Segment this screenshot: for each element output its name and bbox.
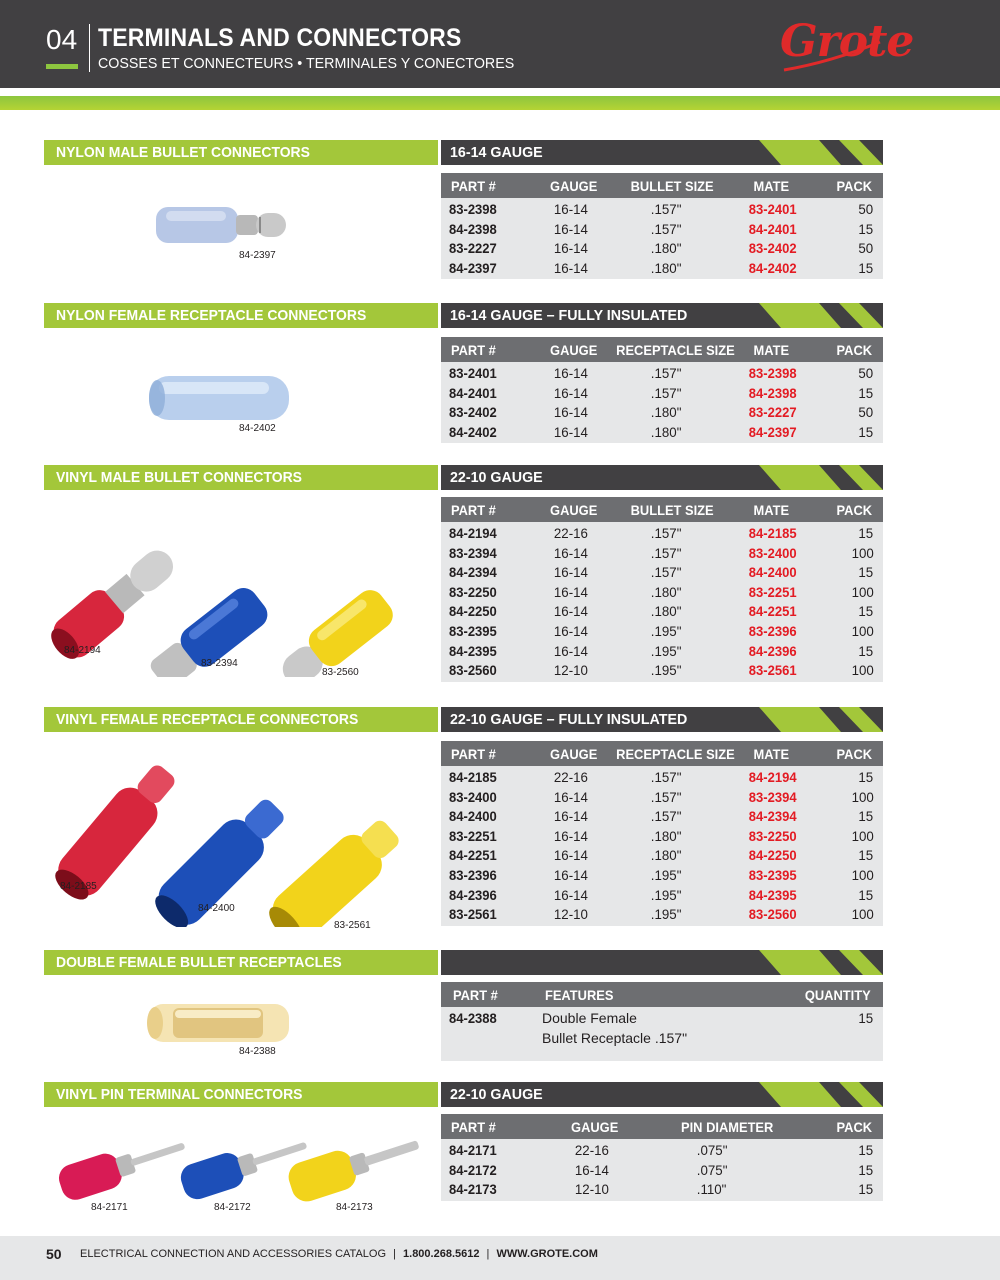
- grote-logo: Grote: [780, 16, 914, 67]
- feature-line-2: Bullet Receptacle .157": [542, 1029, 688, 1046]
- table-header: [441, 497, 883, 522]
- table-nylon-female: [441, 337, 883, 443]
- col-header-pack: PACK: [836, 746, 873, 762]
- image-caption: 84-2397: [239, 250, 276, 261]
- col-header-pack: PACK: [836, 342, 873, 358]
- col-header-part: PART #: [450, 342, 496, 358]
- page-subtitle: COSSES ET CONNECTEURS • TERMINALES Y CONECTORES: [98, 55, 515, 72]
- gauge-label: 22-10 GAUGE: [450, 1086, 543, 1103]
- table-body: [441, 766, 883, 926]
- table-row: 83-2395 16-14 .195" 83-2396 100: [449, 622, 874, 639]
- image-caption: 84-2171: [91, 1202, 128, 1213]
- table-vinyl-pin: [441, 1114, 883, 1201]
- table-row: 84-2194 22-16 .157" 84-2185 15: [449, 525, 874, 541]
- image-caption: 84-2173: [336, 1202, 373, 1213]
- table-row: 84-2400 16-14 .157" 84-2394 15: [449, 808, 874, 825]
- image-caption: 84-2172: [214, 1202, 251, 1213]
- nylon-female-receptacle-image: [145, 368, 295, 428]
- section-title: VINYL FEMALE RECEPTACLE CONNECTORS: [44, 707, 438, 732]
- gauge-label: 22-10 GAUGE: [450, 469, 543, 486]
- image-caption: 84-2402: [239, 423, 276, 434]
- image-caption: 84-2185: [60, 881, 97, 892]
- image-caption: 83-2561: [334, 920, 371, 931]
- table-row: 84-2398 16-14 .157" 84-2401 15: [449, 220, 874, 237]
- col-header-part: PART #: [450, 502, 496, 518]
- table-vinyl-male: [441, 497, 883, 682]
- col-header-features: FEATURES: [544, 987, 614, 1003]
- gauge-label: 22-10 GAUGE – FULLY INSULATED: [450, 711, 688, 728]
- table-row: 83-2561 12-10 .195" 83-2560 100: [449, 906, 874, 923]
- col-header-mate: MATE: [753, 502, 790, 518]
- image-caption: 84-2194: [64, 645, 101, 656]
- table-body: [441, 362, 883, 443]
- double-female-receptacle-image: [145, 998, 295, 1048]
- page-title: TERMINALS AND CONNECTORS: [98, 24, 462, 52]
- col-header-part: PART #: [450, 178, 496, 194]
- section-nylon-male: [0, 140, 1000, 290]
- table-body: [441, 198, 883, 279]
- col-header-mate: MATE: [753, 746, 790, 762]
- col-header-part: PART #: [450, 746, 496, 762]
- image-caption: 84-2400: [198, 903, 235, 914]
- table-row: 84-2397 16-14 .180" 84-2402 15: [449, 259, 874, 276]
- col-header-mate: MATE: [753, 342, 790, 358]
- table-row: 84-2171 22-16 .075" 15: [449, 1142, 874, 1158]
- table-double-female: [441, 982, 883, 1061]
- col-header-pin-diameter: PIN DIAMETER: [681, 1119, 774, 1135]
- header-green-stripe: [0, 96, 1000, 110]
- section-double-female: [0, 950, 1000, 1065]
- gauge-stripe-decoration: [441, 140, 883, 165]
- section-vinyl-female: [0, 707, 1000, 937]
- image-caption: 84-2388: [239, 1046, 276, 1057]
- col-header-pack: PACK: [836, 178, 873, 194]
- footer-phone: 1.800.268.5612: [403, 1248, 480, 1260]
- table-header: [441, 337, 883, 362]
- nylon-male-bullet-image: [148, 195, 298, 255]
- col-header-size: RECEPTACLE SIZE: [616, 746, 735, 762]
- footer-separator: |: [393, 1248, 396, 1260]
- table-row: 84-2402 16-14 .180" 84-2397 15: [449, 423, 874, 440]
- table-row: 83-2394 16-14 .157" 83-2400 100: [449, 544, 874, 561]
- gauge-stripe-decoration: [441, 1082, 883, 1107]
- table-header: [441, 173, 883, 198]
- section-title: NYLON FEMALE RECEPTACLE CONNECTORS: [44, 303, 438, 328]
- col-header-part: PART #: [450, 1119, 496, 1135]
- feature-line-1: Double Female: [542, 1010, 637, 1026]
- gauge-bar: [441, 950, 883, 975]
- section-title: NYLON MALE BULLET CONNECTORS: [44, 140, 438, 165]
- col-header-gauge: GAUGE: [550, 178, 598, 194]
- table-header: [441, 1114, 883, 1139]
- vinyl-male-bullet-image: [45, 517, 435, 677]
- table-row: 84-2173 12-10 .110" 15: [449, 1181, 874, 1198]
- gauge-bar: [441, 1082, 883, 1107]
- footer-website-link[interactable]: WWW.GROTE.COM: [496, 1248, 598, 1260]
- col-header-quantity: QUANTITY: [805, 987, 872, 1003]
- table-row: 84-2401 16-14 .157" 84-2398 15: [449, 384, 874, 401]
- table-row: 84-2250 16-14 .180" 84-2251 15: [449, 603, 874, 620]
- gauge-bar: [441, 707, 883, 732]
- footer-info: [80, 1248, 598, 1260]
- footer-catalog: ELECTRICAL CONNECTION AND ACCESSORIES CATALOG: [80, 1248, 387, 1260]
- gauge-label: 16-14 GAUGE – FULLY INSULATED: [450, 307, 688, 324]
- col-header-part: PART #: [452, 987, 498, 1003]
- table-row: 84-2396 16-14 .195" 84-2395 15: [449, 886, 874, 903]
- section-vinyl-pin: [0, 1082, 1000, 1217]
- gauge-bar: [441, 465, 883, 490]
- table-body: [441, 522, 883, 682]
- table-row: 84-2172 16-14 .075" 15: [449, 1161, 874, 1178]
- col-header-gauge: GAUGE: [550, 746, 598, 762]
- section-title: VINYL PIN TERMINAL CONNECTORS: [44, 1082, 438, 1107]
- table-row: 83-2402 16-14 .180" 83-2227 50: [449, 404, 874, 421]
- table-row: 83-2250 16-14 .180" 83-2251 100: [449, 583, 874, 600]
- col-header-pack: PACK: [836, 1119, 873, 1135]
- table-row: 84-2251 16-14 .180" 84-2250 15: [449, 847, 874, 864]
- gauge-stripe-decoration: [441, 707, 883, 732]
- table-nylon-male: [441, 173, 883, 279]
- gauge-label: 16-14 GAUGE: [450, 144, 543, 161]
- section-title: VINYL MALE BULLET CONNECTORS: [44, 465, 438, 490]
- table-row: 83-2560 12-10 .195" 83-2561 100: [449, 662, 874, 679]
- table-body: [441, 1139, 883, 1201]
- section-nylon-female: [0, 303, 1000, 453]
- table-row: 83-2401 16-14 .157" 83-2398 50: [449, 365, 874, 381]
- table-row: 83-2396 16-14 .195" 83-2395 100: [449, 866, 874, 883]
- col-header-gauge: GAUGE: [550, 342, 598, 358]
- col-header-mate: MATE: [753, 178, 790, 194]
- table-row: 83-2400 16-14 .157" 83-2394 100: [449, 788, 874, 805]
- vinyl-pin-terminal-image: [52, 1122, 432, 1202]
- gauge-stripe-decoration: [441, 950, 883, 975]
- table-row: 84-2394 16-14 .157" 84-2400 15: [449, 564, 874, 581]
- footer-separator: |: [486, 1248, 490, 1260]
- gauge-bar: [441, 140, 883, 165]
- table-row-continued: [441, 1029, 883, 1049]
- gauge-stripe-decoration: [441, 303, 883, 328]
- page-footer: [0, 1236, 1000, 1280]
- page-number: 50: [46, 1246, 62, 1262]
- vinyl-female-receptacle-image: [45, 747, 435, 927]
- chapter-number: 04: [46, 24, 78, 55]
- col-header-gauge: GAUGE: [571, 1119, 619, 1135]
- table-body: [441, 1007, 883, 1061]
- table-header: [441, 741, 883, 766]
- table-row: 83-2227 16-14 .180" 83-2402 50: [449, 240, 874, 257]
- table-row: 84-2185 22-16 .157" 84-2194 15: [449, 769, 874, 785]
- col-header-size: BULLET SIZE: [630, 502, 714, 518]
- section-vinyl-male: [0, 465, 1000, 695]
- table-header: [441, 982, 883, 1007]
- image-caption: 83-2560: [322, 667, 359, 678]
- col-header-gauge: GAUGE: [550, 502, 598, 518]
- section-title: DOUBLE FEMALE BULLET RECEPTACLES: [44, 950, 438, 975]
- table-row: 84-2388 Double Female 15: [449, 1010, 874, 1026]
- col-header-size: BULLET SIZE: [630, 178, 714, 194]
- table-vinyl-female: [441, 741, 883, 926]
- col-header-size: RECEPTACLE SIZE: [616, 342, 735, 358]
- col-header-pack: PACK: [836, 502, 873, 518]
- gauge-stripe-decoration: [441, 465, 883, 490]
- table-row: 84-2395 16-14 .195" 84-2396 15: [449, 642, 874, 659]
- header-divider: [89, 24, 90, 72]
- gauge-bar: [441, 303, 883, 328]
- table-row: 83-2251 16-14 .180" 83-2250 100: [449, 827, 874, 844]
- chapter-accent-bar: [46, 64, 78, 69]
- image-caption: 83-2394: [201, 658, 238, 669]
- table-row: 83-2398 16-14 .157" 83-2401 50: [449, 201, 874, 217]
- page-header: [0, 0, 1000, 88]
